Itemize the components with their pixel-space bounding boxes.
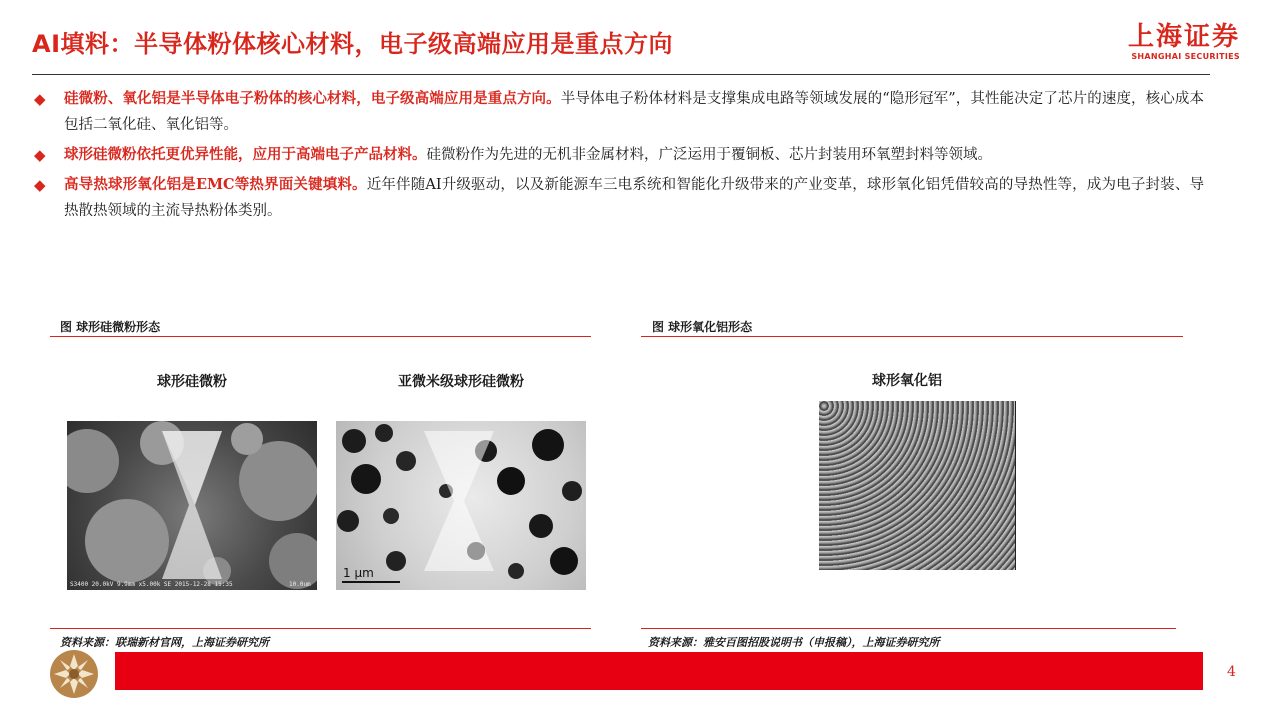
- image-edge: [1015, 401, 1016, 570]
- tem-image-submicron-silica: [336, 421, 586, 590]
- page-title: AI填料：半导体粉体核心材料，电子级高端应用是重点方向: [32, 30, 674, 58]
- figure-label-submicron-silica: 亚微米级球形硅微粉: [398, 374, 524, 390]
- sem-image-alumina: [819, 401, 1015, 570]
- source-right: 资料来源：雅安百图招股说明书（申报稿），上海证券研究所: [648, 636, 940, 649]
- figure-rule-right: [641, 336, 1183, 337]
- figure-rule-left: [50, 336, 591, 337]
- tem-scale-label: 1 μm: [343, 566, 374, 580]
- bullet-highlight: 高导热球形氧化铝是EMC等热界面关键填料。: [64, 176, 367, 193]
- bullet-text: 硅微粉作为先进的无机非金属材料，广泛运用于覆铜板、芯片封装用环氧塑封料等领域。: [426, 147, 992, 163]
- diamond-icon: ◆: [34, 146, 46, 164]
- logo-cn: 上海证券: [1127, 22, 1240, 52]
- source-left: 资料来源：联瑞新材官网，上海证券研究所: [60, 636, 269, 649]
- bullet-highlight: 球形硅微粉依托更优异性能，应用于高端电子产品材料。: [64, 146, 427, 163]
- page-number: 4: [1227, 664, 1236, 680]
- diamond-icon: ◆: [34, 176, 46, 194]
- sem-caption: S3400 20.0kV 9.9mm x5.00k SE 2015-12-28 15:35: [70, 581, 233, 588]
- figure-label-silica: 球形硅微粉: [157, 374, 227, 390]
- bullet-text: 半导体电子粉体材料是支撑集成电路等领域发展的“隐形冠军”，其性能决定了芯片的速度，核心成本包括二氧化硅、氧化铝等。: [64, 91, 1204, 133]
- sem-scale-label: 10.0um: [289, 581, 311, 588]
- sem-image-silica: [67, 421, 317, 590]
- bullet-highlight: 硅微粉、氧化铝是半导体电子粉体的核心材料，电子级高端应用是重点方向。: [64, 90, 561, 107]
- bullet-text: 近年伴随AI升级驱动，以及新能源车三电系统和智能化升级带来的产业变革，球形氧化铝凭借较高的导热性等，成为电子封装、导热散热领域的主流导热粉体类别。: [64, 177, 1204, 219]
- diamond-icon: ◆: [34, 90, 46, 108]
- source-rule-left: [50, 628, 591, 629]
- title-divider: [32, 74, 1210, 75]
- figure-label-alumina: 球形氧化铝: [872, 373, 942, 389]
- figure-title-left: 图 球形硅微粉形态: [60, 320, 161, 334]
- logo-en: SHANGHAI SECURITIES: [1131, 52, 1240, 61]
- source-rule-right: [641, 628, 1176, 629]
- figure-title-right: 图 球形氧化铝形态: [652, 320, 753, 334]
- brand-logo: [1128, 22, 1240, 62]
- company-emblem-icon: [48, 648, 100, 704]
- bullet-list: [34, 86, 1204, 228]
- bullet-item: [34, 142, 1204, 168]
- bullet-item: [34, 172, 1204, 224]
- bullet-item: [34, 86, 1204, 138]
- footer-bar: [115, 652, 1203, 690]
